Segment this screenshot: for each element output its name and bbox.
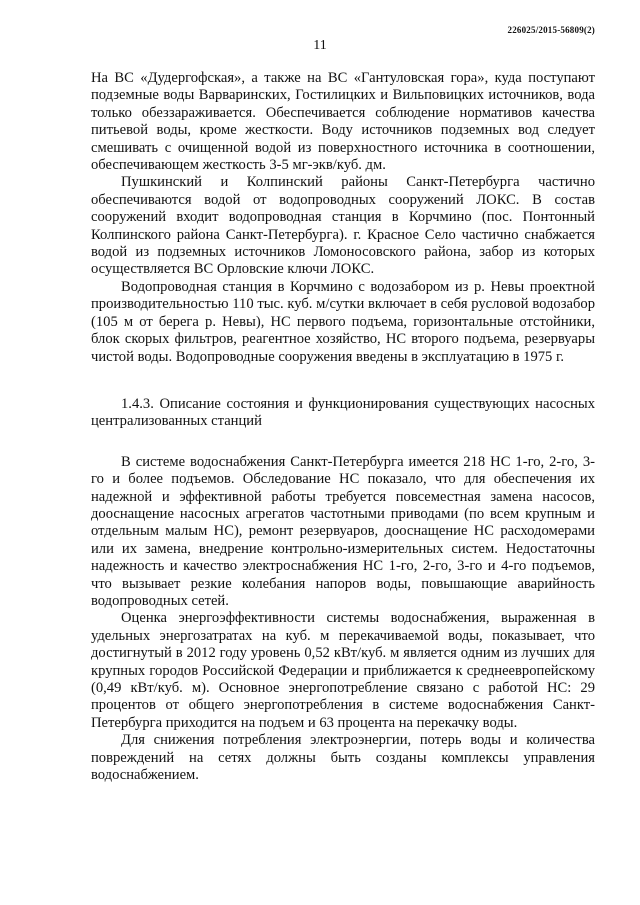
paragraph: Пушкинский и Колпинский районы Санкт-Петербурга частично обеспечиваются водой от водопроводных сооружений ЛОКС. В состав сооружений входит водопроводная станция в Корчмино (пос. Понтонный Колпинского района Санкт-Петербурга). г. Красное Село частично снабжается водой из подземных источников Ломоносовского района, забор из которых осуществляется ВС Орловские ключи ЛОКС. — [91, 174, 595, 278]
document-body — [91, 70, 595, 784]
paragraph: Оценка энергоэффективности системы водоснабжения, выраженная в удельных энергозатратах на куб. м перекачиваемой воды, показывает, что достигнутый в 2012 году уровень 0,52 кВт/куб. м является одним из лучших для крупных городов Российской Федерации и приближается к среднеевропейскому (0,49 кВт/куб. м). Основное энергопотребление связано с работой НС: 29 процентов от общего энергопотребления в системе водоснабжения Санкт-Петербурга приходится на подъем и 63 процента на перекачку воды. — [91, 610, 595, 731]
paragraph: Для снижения потребления электроэнергии, потерь воды и количества повреждений на сетях должны быть созданы комплексы управления водоснабжением. — [91, 732, 595, 784]
paragraph: Водопроводная станция в Корчмино с водозабором из р. Невы проектной производительностью 110 тыс. куб. м/сутки включает в себя русловой водозабор (105 м от берега р. Невы), НС первого подъема, горизонтальные отстойники, блок скорых фильтров, реагентное хозяйство, НС второго подъема, резервуары чистой воды. Водопроводные сооружения введены в эксплуатацию в 1975 г. — [91, 278, 595, 365]
paragraph: В системе водоснабжения Санкт-Петербурга имеется 218 НС 1-го, 2-го, 3-го и более подъемов. Обследование НС показало, что для обеспечения их надежной и эффективной работы требуется повсеместная замена насосов, дооснащение насосных агрегатов частотными приводами (по всем крупным и отдельным малым НС), ремонт резервуаров, дооснащение НС расходомерами или их замена, внедрение контрольно-измерительных систем. Недостаточны надежность и качество электроснабжения НС 1-го, 2-го, 3-го и 4-го подъемов, что вызывает резкие колебания напоров воды, повышающие аварийность водопроводных сетей. — [91, 453, 595, 609]
document-id: 226025/2015-56809(2) — [507, 25, 595, 35]
section-heading: 1.4.3. Описание состояния и функционирования существующих насосных централизованных станций — [91, 395, 595, 430]
page-number: 11 — [313, 38, 327, 53]
paragraph: На ВС «Дудергофская», а также на ВС «Гантуловская гора», куда поступают подземные воды Варваринских, Гостилицких и Вильповицких источников, вода только обеззараживается. Обеспечивается соблюдение нормативов качества питьевой воды, кроме жесткости. Воду источников подземных вод следует смешивать с очищенной водой из поверхностного источника в соотношении, обеспечивающем жесткость 3-5 мг-экв/куб. дм. — [91, 70, 595, 174]
